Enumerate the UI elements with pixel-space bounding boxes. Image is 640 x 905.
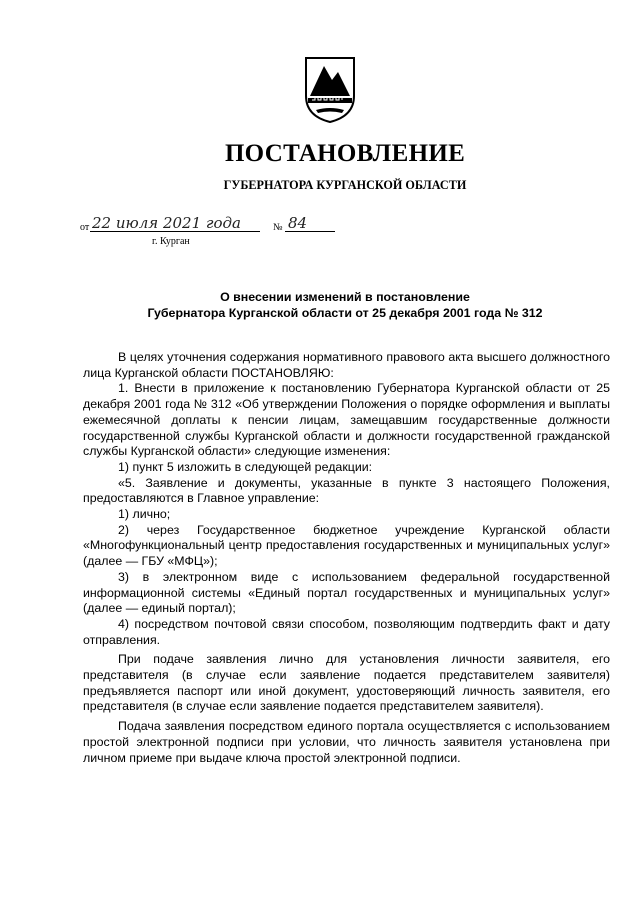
- coat-of-arms-icon: [304, 56, 356, 124]
- document-heading: [0, 289, 640, 321]
- handwritten-number: 84: [288, 214, 308, 232]
- date-number-line: [80, 214, 350, 248]
- body-paragraph: 1) лично;: [118, 507, 171, 522]
- document-body: [83, 350, 610, 766]
- body-paragraph: При подаче заявления лично для установления личности заявителя, его представителя (в случае если заявление подается представителем заявителя) предъявляется паспорт или иной документ, удостоверяющий личность заявителя, его представителя (в случае если заявление подается представителем заявителя).: [83, 652, 610, 714]
- body-paragraph: 1) пункт 5 изложить в следующей редакции:: [118, 459, 373, 474]
- body-paragraph: 3) в электронном виде с использованием федеральной государственной информационной системы «Единый портал государственных и муниципальных услуг» (далее — единый портал);: [83, 569, 610, 616]
- heading-line-2: Губернатора Курганской области от 25 декабря 2001 года № 312: [147, 306, 543, 320]
- document-title: ПОСТАНОВЛЕНИЕ: [224, 140, 466, 167]
- body-paragraph: 2) через Государственное бюджетное учреждение Курганской области «Многофункциональный центр предоставления государственных и муниципальных услуг» (далее — ГБУ «МФЦ»);: [83, 522, 610, 569]
- number-label: №: [273, 222, 283, 233]
- body-paragraph: 4) посредством почтовой связи способом, позволяющим подтвердить факт и дату отправления.: [83, 616, 610, 647]
- document-subtitle: ГУБЕРНАТОРА КУРГАНСКОЙ ОБЛАСТИ: [223, 178, 467, 192]
- city-label: г. Курган: [152, 236, 190, 247]
- handwritten-date: 22 июля 2021 года: [92, 214, 241, 232]
- body-paragraph: 1. Внести в приложение к постановлению Губернатора Курганской области от 25 декабря 2001 года № 312 «Об утверждении Положения о порядке оформления и выплаты ежемесячной доплаты к пенсии лицам, замещавшим государственные должности государственной службы Курганской области и должности государственной гражданской службы Курганской области» следующие изменения:: [83, 381, 610, 459]
- heading-line-1: О внесении изменений в постановление: [220, 290, 470, 304]
- body-paragraph: Подача заявления посредством единого портала осуществляется с использованием простой электронной подписи при условии, что личность заявителя установлена при личном приеме при выдаче ключа простой электронной подписи.: [83, 719, 610, 765]
- body-paragraph: В целях уточнения содержания нормативного правового акта высшего должностного лица Курганской области ПОСТАНОВЛЯЮ:: [83, 350, 610, 380]
- body-paragraph: «5. Заявление и документы, указанные в пункте 3 настоящего Положения, предоставляются в Главное управление:: [83, 475, 610, 506]
- date-from-label: от: [80, 222, 90, 233]
